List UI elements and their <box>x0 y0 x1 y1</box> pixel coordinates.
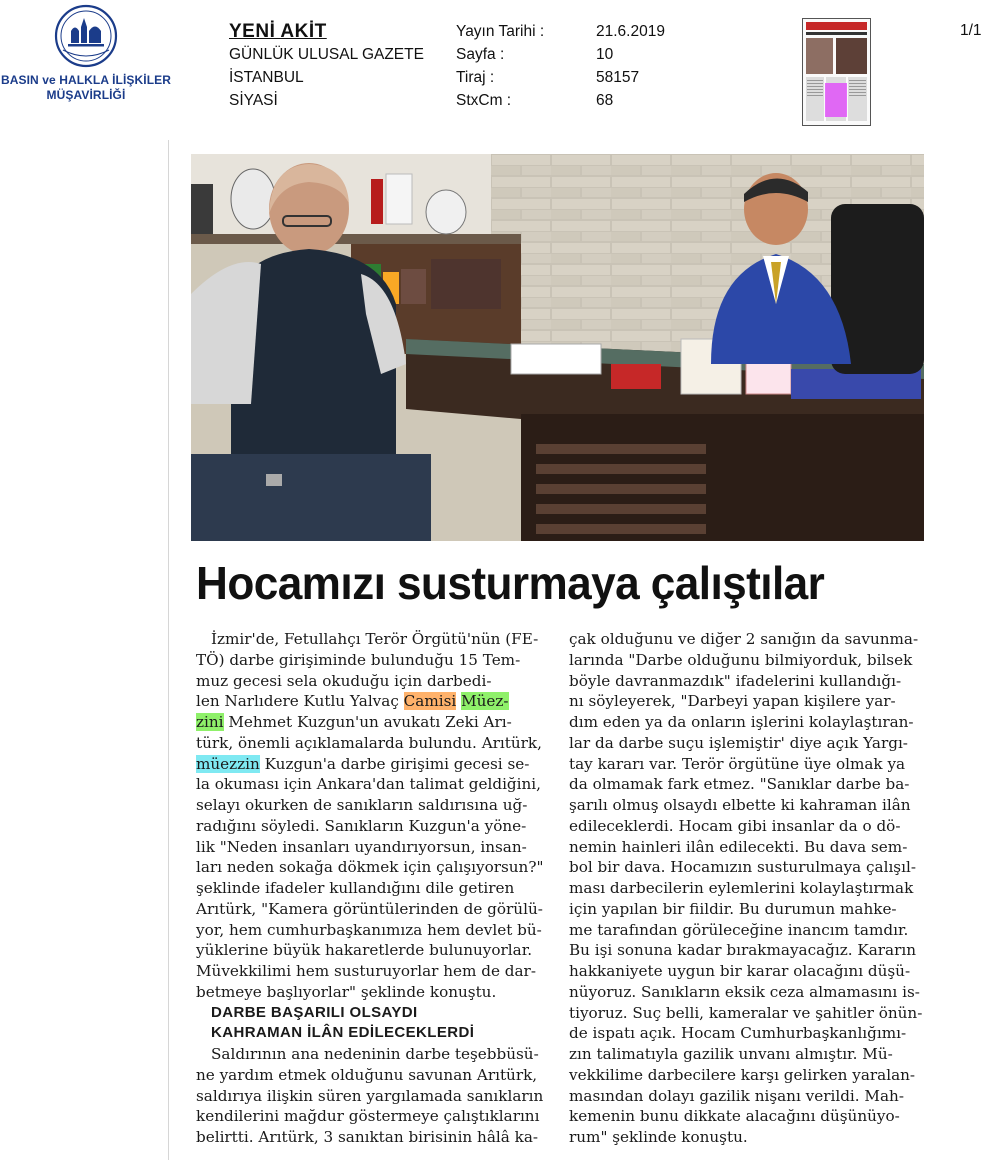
body-line: yor, hem cumhurbaşkanımıza hem devlet bü- <box>196 920 542 939</box>
article-photo <box>191 154 924 541</box>
body-line: radığını söyledi. Sanıkların Kuzgun'a yöne- <box>196 816 527 835</box>
subheading: KAHRAMAN İLÂN EDİLECEKLERDİ <box>211 1024 475 1042</box>
publication-category: SİYASİ <box>229 92 278 109</box>
highlight-keyword: Müez- <box>461 692 509 711</box>
body-line: zini Mehmet Kuzgun'un avukatı Zeki Arı- <box>196 713 512 731</box>
circulation-value: 58157 <box>596 69 640 86</box>
interview-photo-image <box>191 154 924 541</box>
logo-line-2: MÜŞAVİRLİĞİ <box>46 88 126 102</box>
diyanet-seal-icon <box>49 4 123 70</box>
page-thumbnail[interactable] <box>802 18 871 126</box>
date-value: 21.6.2019 <box>596 23 665 40</box>
body-line: şeklinde ifadeler kullandığını dile getiren <box>196 879 515 897</box>
stxcm-value: 68 <box>596 92 614 109</box>
body-line: nüyoruz. Sanıkların eksik ceza almamasını is- <box>569 982 920 1001</box>
body-line: ları neden sokağa dökmek için çalışıyorsun?" <box>196 858 544 877</box>
body-line: masından dolayı gazilik nişanı verildi. Mah- <box>569 1086 904 1105</box>
page-label: Sayfa : <box>456 46 505 63</box>
body-line: şarılı olmuş olsaydı elbette ki kahraman ilân <box>569 796 911 814</box>
body-line: Müvekkilimi hem susturuyorlar hem de dar- <box>196 962 536 980</box>
body-line: Arıtürk, "Kamera görüntülerinden de görülü- <box>196 899 543 918</box>
body-line: ne yardım etmek olduğunu savunan Arıtürk, <box>196 1065 538 1084</box>
body-line: Saldırının ana nedeninin darbe teşebbüsü- <box>211 1045 539 1063</box>
body-line: la okuması için Ankara'dan talimat geldiğini, <box>196 775 541 794</box>
body-line: me tarafından görüleceğine inancım tamdır. <box>569 920 909 939</box>
body-line: zın talimatıyla gazilik unvanı almıştır. Mü- <box>569 1045 893 1063</box>
body-line: edileceklerdi. Hocam gibi insanlar da o dö- <box>569 816 901 835</box>
publication-type: GÜNLÜK ULUSAL GAZETE <box>229 46 424 63</box>
body-line: nemin hainleri ilân edilecekti. Bu dava sem- <box>569 837 908 856</box>
body-line: da olmamak fark etmez. "Sanıklar darbe ba- <box>569 775 910 794</box>
body-line: hakkaniyete uygun bir karar olacağını düşü- <box>569 962 911 980</box>
highlight-keyword: Camisi <box>403 692 457 711</box>
page-value: 10 <box>596 46 614 63</box>
body-line: belirtti. Arıtürk, 3 sanıktan birisinin hâlâ ka- <box>196 1128 539 1146</box>
body-line: larında "Darbe olduğunu bilmiyorduk, bilsek <box>569 650 913 669</box>
highlight-keyword: zini <box>196 713 224 731</box>
diyanet-logo <box>0 4 172 114</box>
publication-name: YENİ AKİT <box>229 21 327 42</box>
highlight-keyword: müezzin <box>196 754 260 773</box>
body-line: lar da darbe suçu işlemiştir' diye açık Yargı- <box>569 733 908 752</box>
article-headline: Hocamızı susturmaya çalıştılar <box>196 557 825 609</box>
body-line: kemenin bunu dikkate alacağını düşünüyo- <box>569 1107 900 1126</box>
body-line: betmeye başlıyorlar" şeklinde konuştu. <box>196 982 497 1001</box>
body-line: len Narlıdere Kutlu Yalvaç Camisi Müez- <box>196 692 509 711</box>
body-line: vekkilime darbecilere karşı gelirken yaralan- <box>569 1065 916 1084</box>
body-line: bol bir dava. Hocamızın susturulmaya çalışıl- <box>569 858 916 877</box>
body-line: türk, önemli açıklamalarda bulundu. Arıtürk, <box>196 733 542 752</box>
body-line: müezzin Kuzgun'a darbe girişimi gecesi se- <box>196 754 530 773</box>
body-line: TÖ) darbe girişiminde bulunduğu 15 Tem- <box>196 650 521 669</box>
body-line: muz gecesi sela okuduğu için darbedi- <box>196 671 492 690</box>
body-line: selayı okurken de sanıkların saldırısına uğ- <box>196 796 528 814</box>
body-line: çak olduğunu ve diğer 2 sanığın da savunma- <box>569 630 919 648</box>
subheading: DARBE BAŞARILI OLSAYDI <box>211 1003 418 1021</box>
body-line: lik "Neden insanları uyandırıyorsun, insan- <box>196 837 527 856</box>
body-line: yüklerine büyük hakaretlerde bulunuyorlar. <box>196 941 533 960</box>
publication-city: İSTANBUL <box>229 69 304 86</box>
page-thumbnail-image <box>803 19 870 125</box>
date-label: Yayın Tarihi : <box>456 23 545 40</box>
body-line: dım eden ya da onların işlerini kolaylaştıran- <box>569 713 914 731</box>
body-line: için yapılan bir fiildir. Bu durumun mahke- <box>569 899 897 918</box>
stxcm-label: StxCm : <box>456 92 512 109</box>
body-line: böyle davranmazdık" ifadelerini kullandığı- <box>569 671 902 690</box>
body-line: ması darbecilerin eylemlerini kolaylaştırmak <box>569 879 914 897</box>
article-column-right <box>569 629 937 1148</box>
logo-line-1: BASIN ve HALKLA İLİŞKİLER <box>0 73 172 87</box>
body-line: kendilerini mağdur göstermeye çalıştıklarını <box>196 1107 540 1126</box>
page-count: 1/1 <box>960 22 982 39</box>
column-divider <box>168 140 169 1160</box>
body-line: tay kararı var. Terör örgütüne üye olmak ya <box>569 754 906 773</box>
body-line: tiyoruz. Suç belli, kameralar ve şahitler önün- <box>569 1003 923 1022</box>
body-line: saldırıya ilişkin süren yargılamada sanıkların <box>196 1086 544 1105</box>
article-column-left <box>196 629 564 1148</box>
body-line: Bu işi sonuna kadar bırakmayacağız. Kararın <box>569 941 916 960</box>
body-line: İzmir'de, Fetullahçı Terör Örgütü'nün (FE- <box>211 630 539 648</box>
body-line: nı söyleyerek, "Darbeyi yapan kişilere yar- <box>569 692 896 711</box>
body-line: rum" şeklinde konuştu. <box>569 1128 748 1146</box>
circulation-label: Tiraj : <box>456 69 495 86</box>
body-line: de ispatı açık. Hocam Cumhurbaşkanlığımı- <box>569 1024 907 1043</box>
